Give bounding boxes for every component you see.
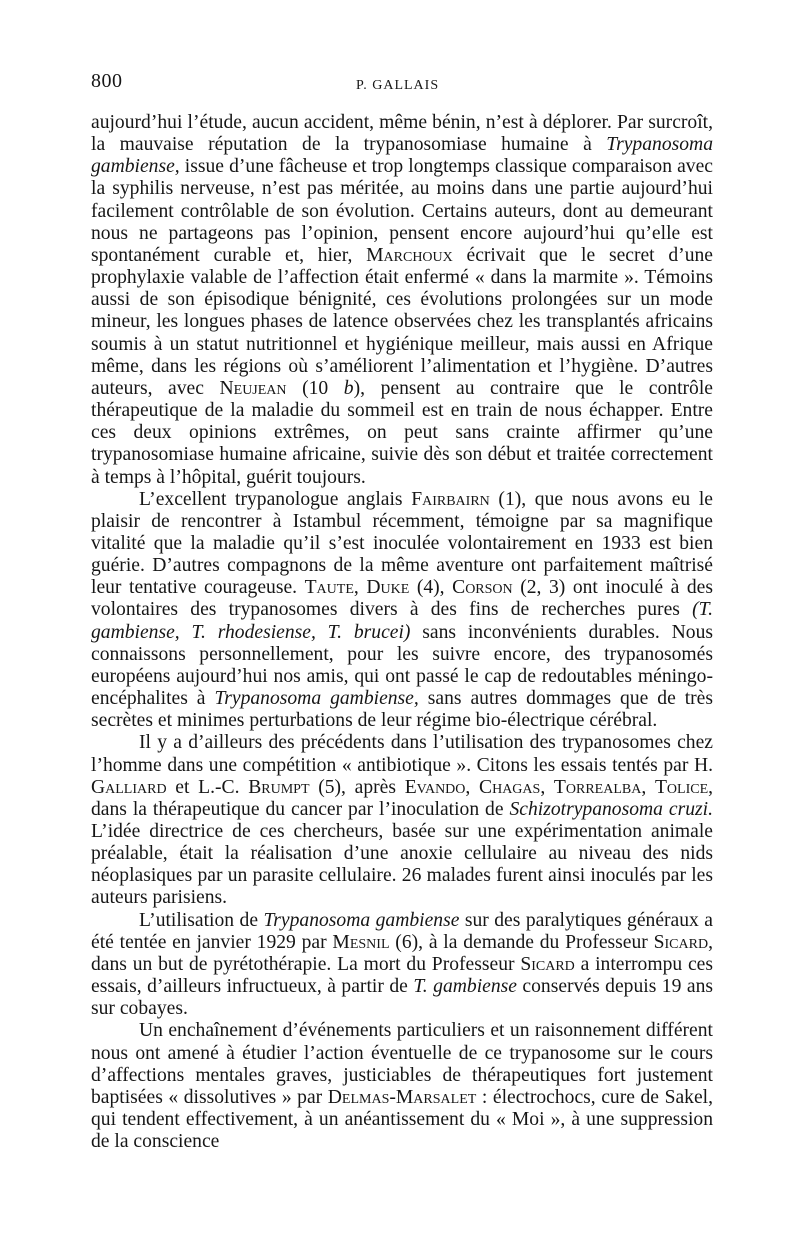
italic-text: T. gambiense xyxy=(413,976,517,998)
text-run: L’idée directrice de ces chercheurs, basée sur une expérimentation animale préalable, était la réalisation d’une anoxie cellulaire au niveau des nids néoplasiques par un parasite cellulaire. 26 malades furent ainsi inoculés par les auteurs parisiens. xyxy=(91,821,713,909)
author-name: Delmas-Marsalet xyxy=(327,1086,477,1108)
italic-text: (T. gambiense, T. rhodesiense, T. brucei) xyxy=(91,599,713,643)
author-name: Sicard xyxy=(520,953,575,975)
text-run: , xyxy=(465,776,480,798)
text-run: (1), que nous avons eu le plaisir de rencontrer à Istambul récemment, témoigne par sa magnifique vitalité que la maladie qu’il s’est inoculée volontairement en 1933 est bien guérie. D’autres compagnons de la même aventure ont parfaitement maîtrisé leur tentative courageuse. xyxy=(91,488,713,599)
paragraph xyxy=(91,112,713,489)
paragraph xyxy=(91,910,713,1021)
italic-text: Trypanosoma gambiense, xyxy=(91,134,713,178)
text-run: , dans un but de pyrétothérapie. La mort du Professeur xyxy=(91,931,713,975)
author-name: Marchoux xyxy=(366,244,453,266)
author-name: Taute xyxy=(304,577,354,599)
text-run: Un enchaînement d’événements particuliers et un raisonnement différent nous ont amené à étudier l’action éventuelle de ce trypanosome sur le cours d’affections mentales graves, justiciables de thérapeutiques fort justement baptisées « dissolutives » par xyxy=(91,1020,713,1108)
author-name: Evando xyxy=(404,776,466,798)
body-text xyxy=(91,112,713,1153)
page-header xyxy=(0,70,800,100)
text-run: issue d’une fâcheuse et trop longtemps classique comparaison avec la syphilis nerveuse, n’est pas méritée, au moins dans une partie aujourd’hui facilement contrôlable de son évolution. Certains auteurs, dont au demeurant nous ne partageons pas l’opinion, pensent encore aujourd’hui qu’elle est spontanément curable et, hier, xyxy=(91,156,713,266)
author-name: Sicard xyxy=(653,931,709,953)
text-run: et L.-C. xyxy=(166,776,249,798)
text-run: (2, 3) ont inoculé à des volontaires des trypanosomes divers à des fins de recherches pures xyxy=(91,577,714,621)
running-head: P. GALLAIS xyxy=(356,78,440,93)
text-run: ), pensent au contraire que le contrôle thérapeutique de la maladie du sommeil est en train de nous échapper. Entre ces deux opinions extrêmes, on peut sans crainte affirmer qu’une trypanosomiase humaine africaine, suivie dès son début et traitée correctement à temps à l’hôpital, guérit toujours. xyxy=(91,377,713,488)
text-run: (4), xyxy=(409,577,453,599)
text-run: : électrochocs, cure de Sakel, qui tendent effectivement, à un anéantissement du « Moi », à une suppression de la conscience xyxy=(91,1086,713,1153)
author-name: Mesnil xyxy=(332,931,390,953)
italic-text: Trypanosoma gambiense, xyxy=(214,688,419,710)
text-run: sur des paralytiques généraux a été tentée en janvier 1929 par xyxy=(91,909,713,953)
italic-text: Schizotrypanosoma cruzi. xyxy=(509,798,713,820)
paragraph xyxy=(91,732,713,909)
text-run: L’excellent trypanologue anglais xyxy=(139,488,412,510)
author-name: Galliard xyxy=(91,776,167,798)
author-name: Tolice xyxy=(654,776,709,798)
author-name: Corson xyxy=(452,577,513,599)
italic-text: b xyxy=(343,377,354,399)
paragraph xyxy=(91,1020,713,1153)
text-run: (10 xyxy=(286,377,344,399)
author-name: Torrealba xyxy=(553,776,642,798)
text-run: Il y a d’ailleurs des précédents dans l’utilisation des trypanosomes chez l’homme dans une compétition « antibiotique ». Citons les essais tentés par H. xyxy=(91,732,713,776)
text-run: (6), à la demande du Professeur xyxy=(389,931,654,953)
author-name: Fairbairn xyxy=(411,488,490,510)
text-run: sans autres dommages que de très secrètes et minimes perturbations de leur régime bio-électrique cérébral. xyxy=(91,688,714,732)
italic-text: Trypanosoma gambiense xyxy=(263,909,460,931)
text-run: , dans la thérapeutique du cancer par l’inoculation de xyxy=(91,776,714,820)
author-name: Neujean xyxy=(219,377,287,399)
text-run: a interrompu ces essais, d’ailleurs infructueux, à partir de xyxy=(91,953,713,998)
text-run: L’utilisation de xyxy=(139,909,264,931)
text-run: , xyxy=(540,776,554,798)
text-run: conservés depuis 19 ans sur cobayes. xyxy=(91,976,713,1020)
text-run: , xyxy=(641,776,655,798)
text-run: écrivait que le secret d’une prophylaxie valable de l’affection était enfermé « dans la marmite ». Témoins aussi de son épisodique bénignité, ces évolutions prolongées sur un mode mineur, les longues phases de latence observées chez les transplantés africains soumis à un statut nutritionnel et hygiénique meilleur, mais aussi en Afrique même, dans les régions où s’améliorent l’alimentation et l’hygiène. D’autres auteurs, avec xyxy=(91,244,713,399)
author-name: Chagas xyxy=(479,776,541,798)
page-number: 800 xyxy=(91,70,123,92)
text-run: aujourd’hui l’étude, aucun accident, même bénin, n’est à déplorer. Par surcroît, la mauvaise réputation de la trypanosomiase humaine à xyxy=(91,112,713,156)
text-run: sans inconvénients durables. Nous connaissons personnellement, pour les suivre encore, des trypanosomés européens aujourd’hui nos amis, qui ont passé le cap de redoutables méningo-encéphalites à xyxy=(91,621,713,710)
author-name: Duke xyxy=(366,577,410,599)
author-name: Brumpt xyxy=(248,776,310,798)
text-run: , xyxy=(353,577,367,599)
paragraph xyxy=(91,489,713,733)
text-run: (5), après xyxy=(309,776,405,798)
